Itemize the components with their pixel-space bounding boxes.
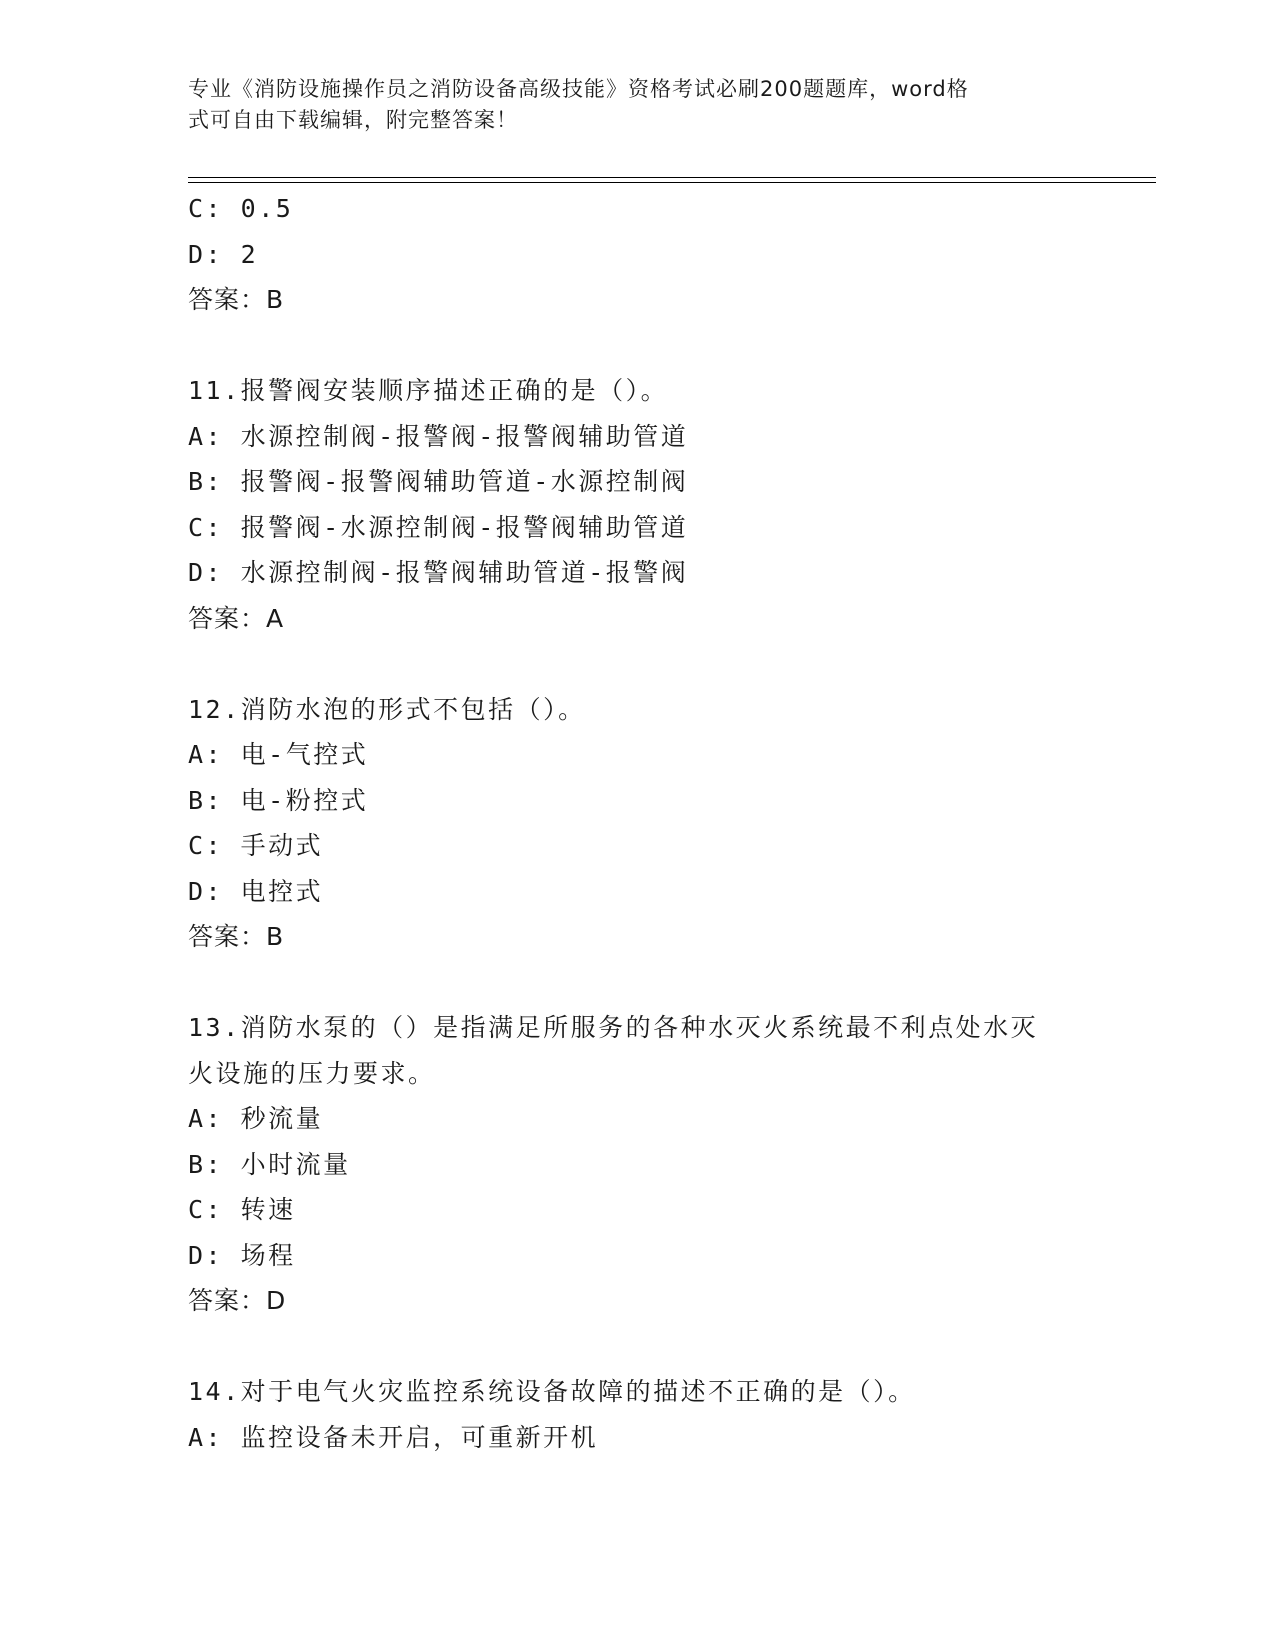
document-header: [188, 74, 1068, 136]
option-c: [188, 186, 1088, 232]
option-b: [188, 459, 1088, 505]
option-text: 水源控制阀-报警阀-报警阀辅助管道: [240, 421, 689, 451]
question-11: [188, 368, 1088, 641]
option-text: 手动式: [240, 831, 324, 860]
answer-line: 答案：A: [188, 603, 285, 633]
option-text: 水源控制阀-报警阀辅助管道-报警阀: [240, 558, 689, 587]
option-letter: D:: [188, 1240, 224, 1270]
option-letter: C:: [188, 831, 224, 860]
option-text: 电控式: [240, 876, 324, 906]
option-letter: D:: [188, 558, 224, 587]
option-letter: A:: [188, 740, 224, 769]
header-line-1: 专业《消防设施操作员之消防设备高级技能》资格考试必刷200题题库，word格: [188, 77, 969, 101]
question-stem: 12.消防水泡的形式不包括（）。: [188, 694, 586, 724]
header-rule-top: [188, 177, 1156, 178]
option-d: [188, 232, 1088, 278]
option-letter: A:: [188, 1422, 224, 1452]
question-12: [188, 687, 1088, 960]
option-letter: B:: [188, 785, 224, 815]
option-d: [188, 1233, 1088, 1279]
option-letter: C:: [188, 512, 224, 542]
option-a: [188, 1096, 1088, 1142]
answer-line: 答案：B: [188, 285, 285, 314]
option-text: 小时流量: [240, 1149, 351, 1179]
option-letter: C:: [188, 194, 224, 223]
option-letter: B:: [188, 467, 224, 496]
header-rule-bottom: [188, 182, 1156, 183]
question-14: [188, 1369, 1088, 1460]
option-a: [188, 414, 1088, 460]
option-letter: B:: [188, 1149, 224, 1179]
option-text: 秒流量: [240, 1104, 324, 1133]
option-text: 转速: [240, 1195, 296, 1224]
question-stem: 14.对于电气火灾监控系统设备故障的描述不正确的是（）。: [188, 1377, 916, 1406]
option-letter: A:: [188, 1104, 224, 1133]
answer-line: 答案：D: [188, 1286, 287, 1315]
option-a: [188, 1415, 1088, 1461]
question-10-tail: [188, 186, 1088, 323]
option-text: 报警阀-报警阀辅助管道-水源控制阀: [240, 467, 689, 496]
question-13: [188, 1005, 1088, 1324]
option-a: [188, 732, 1088, 778]
option-text: 监控设备未开启，可重新开机: [240, 1422, 599, 1452]
option-text: 报警阀-水源控制阀-报警阀辅助管道: [240, 512, 689, 542]
question-stem: 11.报警阀安装顺序描述正确的是（）。: [188, 376, 669, 405]
option-b: [188, 778, 1088, 824]
option-text: 电-气控式: [240, 740, 369, 769]
question-stem-line-2: 火设施的压力要求。: [188, 1058, 436, 1088]
option-c: [188, 1187, 1088, 1233]
option-text: 电-粉控式: [240, 785, 369, 815]
option-letter: C:: [188, 1195, 224, 1224]
option-text: 2: [240, 239, 259, 269]
option-d: [188, 550, 1088, 596]
option-letter: A:: [188, 421, 224, 451]
option-letter: D:: [188, 876, 224, 906]
option-b: [188, 1142, 1088, 1188]
header-line-2: 式可自由下载编辑，附完整答案！: [188, 108, 518, 132]
question-stem-line-1: 13.消防水泵的（）是指满足所服务的各种水灭火系统最不利点处水灭: [188, 1013, 1039, 1042]
question-list: [188, 186, 1088, 1460]
answer-line: 答案：B: [188, 922, 285, 951]
option-d: [188, 869, 1088, 915]
option-letter: D:: [188, 239, 224, 269]
option-text: 0.5: [240, 194, 294, 223]
option-text: 场程: [240, 1240, 296, 1270]
option-c: [188, 505, 1088, 551]
option-c: [188, 823, 1088, 869]
